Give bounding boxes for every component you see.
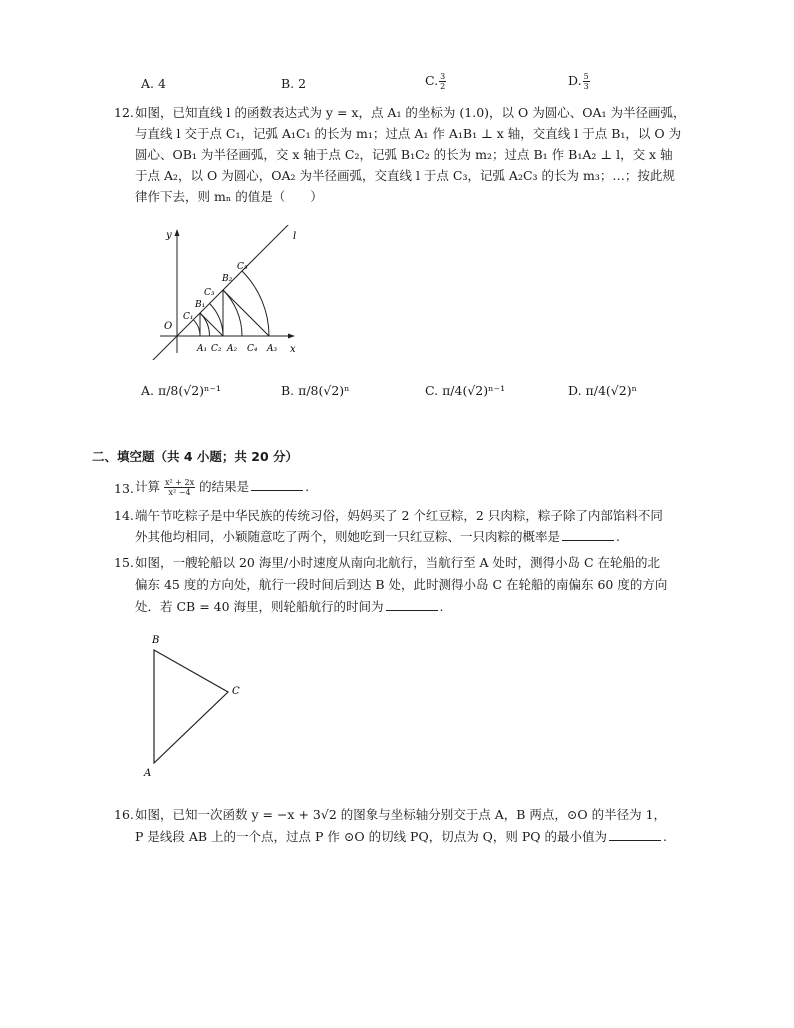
label-c1: C₁ bbox=[183, 312, 194, 322]
label-y: y bbox=[166, 230, 172, 241]
q16-line-1: 如图，已知一次函数 y = −x + 3√2 的图象与坐标轴分别交于点 A，B 两点，⊙O 的半径为 1， bbox=[135, 807, 667, 822]
q11-option-b: B. 2 bbox=[281, 76, 307, 91]
q13-answer-blank[interactable] bbox=[251, 478, 303, 491]
q15-answer-blank[interactable] bbox=[386, 598, 438, 611]
q12-option-b: B. π/8(√2)ⁿ bbox=[281, 383, 350, 398]
q12-line-1: 如图，已知直线 l 的函数表达式为 y = x，点 A₁ 的坐标为 (1.0)，以 O 为圆心、OA₁ 为半径画弧， bbox=[135, 105, 686, 120]
triangle-abc bbox=[154, 650, 228, 763]
label-b1: B₁ bbox=[195, 300, 206, 310]
label-l: l bbox=[293, 231, 297, 242]
q16-number: 16. bbox=[114, 807, 134, 822]
q12-line-2: 与直线 l 交于点 C₁，记弧 A₁C₁ 的长为 m₁；过点 A₁ 作 A₁B₁ ⊥ x 轴，交直线 l 于点 B₁，以 O 为 bbox=[135, 126, 682, 141]
q11-option-c: C. $\frac{3}{2}$ bbox=[425, 72, 446, 91]
q11-option-a: A. 4 bbox=[141, 76, 166, 91]
label-a2: A₂ bbox=[227, 344, 238, 354]
seg-b1a2 bbox=[200, 313, 223, 336]
q15-figure bbox=[140, 630, 250, 780]
label-a3: A₃ bbox=[267, 344, 278, 354]
label-c4: C₄ bbox=[247, 344, 258, 354]
q12-line-3: 圆心、OB₁ 为半径画弧，交 x 轴于点 C₂，记弧 B₁C₂ 的长为 m₂；过点 B₁ 作 B₁A₂ ⊥ l，交 x 轴 bbox=[135, 147, 673, 162]
section-2-title: 二、填空题（共 4 小题；共 20 分） bbox=[92, 449, 299, 464]
q13-number: 13. bbox=[114, 481, 134, 496]
q15-number: 15. bbox=[114, 555, 134, 570]
q12-line-4: 于点 A₂，以 O 为圆心，OA₂ 为半径画弧，交直线 l 于点 C₃，记弧 A₂C₃ 的长为 m₃；…；按此规 bbox=[135, 168, 675, 183]
label-a1: A₁ bbox=[197, 344, 208, 354]
label-c2: C₂ bbox=[211, 344, 222, 354]
arc-b1c2 bbox=[200, 313, 210, 336]
label-a: A bbox=[144, 768, 152, 779]
q12-number: 12. bbox=[114, 105, 134, 120]
y-axis-arrow bbox=[175, 229, 180, 236]
seg-b2a3 bbox=[223, 290, 269, 336]
label-c5: C₅ bbox=[237, 262, 248, 272]
line-l bbox=[148, 225, 290, 360]
q12-figure bbox=[140, 225, 310, 360]
q14-line-1: 端午节吃粽子是中华民族的传统习俗，妈妈买了 2 个红豆粽，2 只肉粽，粽子除了内部馅料不同 bbox=[135, 508, 663, 523]
q14-line-2: 外其他均相同，小颖随意吃了两个，则她吃到一只红豆粽、一只肉粽的概率是 . bbox=[135, 529, 620, 544]
q12-option-d: D. π/4(√2)ⁿ bbox=[568, 383, 637, 398]
arc-a3c5 bbox=[242, 271, 269, 336]
label-b: B bbox=[152, 635, 160, 646]
arc-a1c1 bbox=[193, 320, 200, 336]
x-axis-arrow bbox=[288, 334, 295, 339]
arc-a2c3 bbox=[210, 304, 224, 337]
label-c: C bbox=[232, 686, 240, 697]
q14-number: 14. bbox=[114, 508, 134, 523]
label-c3: C₃ bbox=[204, 288, 215, 298]
q12-option-c: C. π/4(√2)ⁿ⁻¹ bbox=[425, 383, 506, 398]
arc-b2c4 bbox=[223, 290, 242, 336]
label-x: x bbox=[290, 344, 296, 355]
q14-answer-blank[interactable] bbox=[562, 528, 614, 541]
q15-line-3: 处．若 CB = 40 海里，则轮船航行的时间为 . bbox=[135, 599, 444, 614]
q12-option-a: A. π/8(√2)ⁿ⁻¹ bbox=[141, 383, 222, 398]
q12-line-5: 律作下去，则 mₙ 的值是（ ） bbox=[135, 189, 323, 204]
label-b2: B₂ bbox=[222, 274, 233, 284]
q15-line-1: 如图，一艘轮船以 20 海里/小时速度从南向北航行，当航行至 A 处时，测得小岛 C 在轮船的北 bbox=[135, 555, 661, 570]
q11-option-d: D. $\frac{5}{3}$ bbox=[568, 72, 589, 91]
q16-line-2: P 是线段 AB 上的一个点，过点 P 作 ⊙O 的切线 PQ，切点为 Q，则 PQ 的最小值为 . bbox=[135, 829, 668, 844]
q15-line-2: 偏东 45 度的方向处，航行一段时间后到达 B 处，此时测得小岛 C 在轮船的南偏东 60 度的方向 bbox=[135, 577, 668, 592]
label-o: O bbox=[164, 321, 173, 332]
q13-line: 计算 $\frac{\text{x² + 2x}}{\text{x² −4}}$ 的结果是 . bbox=[135, 478, 310, 497]
q16-answer-blank[interactable] bbox=[609, 828, 661, 841]
